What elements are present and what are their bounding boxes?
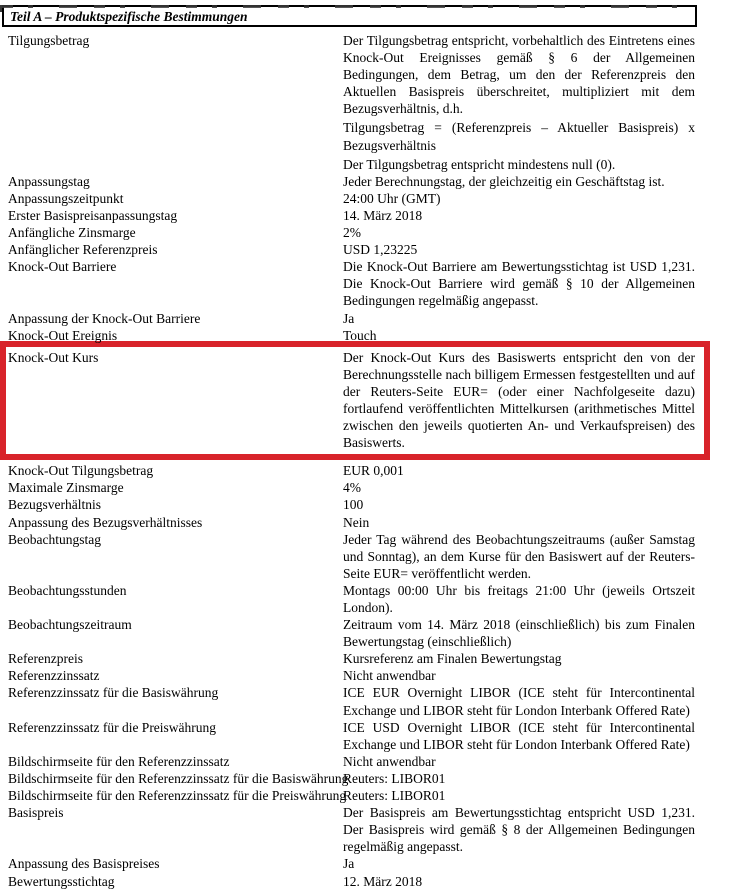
cropped-text-artifact-tick (0, 5, 2, 12)
row-value (343, 462, 695, 479)
row-value (343, 327, 695, 344)
value-paragraph: Touch (343, 327, 377, 343)
section-title: Teil A – Produktspezifische Bestimmungen (10, 9, 248, 24)
value-paragraph: Reuters: LIBOR01 (343, 788, 446, 804)
row-value (343, 207, 695, 224)
row-value (343, 258, 695, 309)
table-row (0, 173, 730, 190)
table-row (0, 32, 730, 173)
row-value (343, 310, 695, 327)
value-paragraph: Der Tilgungsbetrag entspricht mindestens null (0). (343, 156, 616, 172)
table-row (0, 479, 730, 496)
row-value (343, 667, 695, 684)
row-value (343, 719, 695, 753)
row-label: Beobachtungstag (8, 531, 101, 547)
row-value (343, 855, 695, 872)
value-paragraph: Nicht anwendbar (343, 668, 436, 684)
row-value (343, 349, 695, 452)
row-label: Maximale Zinsmarge (8, 480, 124, 496)
row-value (343, 582, 695, 616)
row-value (343, 684, 695, 718)
row-label: Knock-Out Kurs (8, 349, 99, 365)
table-row (0, 531, 730, 582)
row-label: Referenzzinssatz (8, 668, 100, 684)
table-row (0, 190, 730, 207)
row-label: Referenzpreis (8, 651, 83, 667)
table-row (0, 719, 730, 753)
row-value (343, 531, 695, 582)
table-row (0, 804, 730, 855)
row-label: Erster Basispreisanpassungstag (8, 207, 178, 223)
row-value (343, 190, 695, 207)
table-row (0, 496, 730, 513)
table-row (0, 258, 730, 309)
table-row (0, 753, 730, 770)
value-paragraph: Nein (343, 514, 370, 530)
table-row (0, 787, 730, 804)
table-row (0, 684, 730, 718)
row-label: Referenzzinssatz für die Basiswährung (8, 685, 219, 701)
table-row (0, 616, 730, 650)
table-row (0, 770, 730, 787)
row-value (343, 32, 695, 173)
value-paragraph: 14. März 2018 (343, 207, 423, 223)
row-label: Anfänglicher Referenzpreis (8, 242, 158, 258)
row-label: Knock-Out Tilgungsbetrag (8, 463, 154, 479)
row-label: Beobachtungsstunden (8, 582, 127, 598)
row-label: Anpassung der Knock-Out Barriere (8, 310, 201, 326)
table-row (0, 855, 730, 872)
row-value (343, 787, 695, 804)
table-body (0, 32, 730, 890)
row-label: Bildschirmseite für den Referenzzinssatz für die Preiswährung (8, 788, 347, 804)
table-row (0, 310, 730, 327)
row-value (343, 224, 695, 241)
value-paragraph: Ja (343, 856, 355, 872)
value-paragraph: Zeitraum vom 14. März 2018 (einschließlich) bis zum Finalen Bewertungstag (einschließlich) (343, 617, 695, 650)
value-paragraph: Nicht anwendbar (343, 753, 436, 769)
row-value (343, 650, 695, 667)
section-title-box (2, 5, 697, 27)
definitions-table (0, 32, 730, 890)
row-label: Anpassung des Basispreises (8, 856, 160, 872)
table-row (0, 650, 730, 667)
table-row (0, 667, 730, 684)
row-label: Anpassungstag (8, 173, 90, 189)
row-value (343, 514, 695, 531)
value-paragraph: Der Tilgungsbetrag entspricht, vorbehaltlich des Eintretens eines Knock-Out Ereignisses gemäß § 6 der Allgemeinen Bedingungen, dem Betrag, um den der Referenzpreis den Aktuellen Basispreis überschreitet, multipliziert mit dem Bezugsverhältnis, d.h. (343, 33, 695, 117)
value-paragraph: USD 1,23225 (343, 242, 418, 258)
value-paragraph: Die Knock-Out Barriere am Bewertungsstichtag ist USD 1,231. Die Knock-Out Barriere wird gemäß § 10 der Allgemeinen Bedingungen regelmäßig angepasst. (343, 259, 695, 309)
row-value (343, 173, 695, 190)
table-row (0, 224, 730, 241)
value-paragraph: Jeder Berechnungstag, der gleichzeitig ein Geschäftstag ist. (343, 173, 665, 189)
row-value (343, 770, 695, 787)
table-row-highlighted-annotation (0, 341, 710, 461)
value-paragraph: Der Basispreis am Bewertungsstichtag entspricht USD 1,231. Der Basispreis wird gemäß § 8 der Allgemeinen Bedingungen regelmäßig angepasst. (343, 805, 695, 855)
table-row (0, 514, 730, 531)
table-row (0, 241, 730, 258)
row-label: Knock-Out Ereignis (8, 327, 118, 343)
value-paragraph: Der Knock-Out Kurs des Basiswerts entspricht den von der Berechnungsstelle nach billigem Ermessen festgestellten und auf der Reuters-Seite EUR= (oder einer Nachfolgeseite dazu) fortlaufend veröffentlichten Mittelkursen (arithmetisches Mittel zwischen den jeweils quotierten An- und Verkaufspreisen) des Basiswerts. (343, 349, 695, 451)
row-label: Bildschirmseite für den Referenzzinssatz für die Basiswährung (8, 770, 349, 786)
value-paragraph: ICE EUR Overnight LIBOR (ICE steht für Intercontinental Exchange und LIBOR steht für London Interbank Offered Rate) (343, 685, 695, 718)
value-paragraph: 2% (343, 225, 361, 241)
value-paragraph: 24:00 Uhr (GMT) (343, 190, 441, 206)
table-row (0, 873, 730, 890)
row-value (343, 479, 695, 496)
row-value (343, 616, 695, 650)
row-label: Tilgungsbetrag (8, 33, 90, 48)
row-label: Bildschirmseite für den Referenzzinssatz (8, 753, 230, 769)
value-paragraph: Kursreferenz am Finalen Bewertungstag (343, 651, 562, 667)
value-paragraph: Ja (343, 310, 355, 326)
table-row (0, 462, 730, 479)
row-label: Anfängliche Zinsmarge (8, 225, 136, 241)
value-paragraph: 4% (343, 480, 361, 496)
row-value (343, 241, 695, 258)
row-label: Bewertungsstichtag (8, 873, 115, 889)
row-value (343, 753, 695, 770)
row-value (343, 804, 695, 855)
row-value (343, 873, 695, 890)
row-label: Anpassungszeitpunkt (8, 190, 124, 206)
value-paragraph: Tilgungsbetrag = (Referenzpreis – Aktueller Basispreis) x Bezugsverhältnis (343, 120, 695, 153)
row-value (343, 496, 695, 513)
value-paragraph: Montags 00:00 Uhr bis freitags 21:00 Uhr (jeweils Ortszeit London). (343, 582, 695, 615)
value-paragraph: EUR 0,001 (343, 463, 404, 479)
row-label: Beobachtungszeitraum (8, 617, 132, 633)
value-paragraph: ICE USD Overnight LIBOR (ICE steht für Intercontinental Exchange und LIBOR steht für London Interbank Offered Rate) (343, 719, 695, 752)
value-paragraph: 12. März 2018 (343, 873, 423, 889)
row-label: Basispreis (8, 805, 64, 821)
cropped-text-artifact (2, 5, 696, 8)
row-label: Knock-Out Barriere (8, 259, 117, 275)
value-paragraph: Jeder Tag während des Beobachtungszeitraums (außer Samstag und Sonntag), an dem Kurse für den Basiswert auf der Reuters-Seite EUR= veröffentlicht werden. (343, 531, 695, 581)
row-label: Anpassung des Bezugsverhältnisses (8, 514, 203, 530)
table-row (0, 327, 730, 344)
value-paragraph: 100 (343, 497, 364, 513)
row-label: Referenzzinssatz für die Preiswährung (8, 719, 217, 735)
row-label: Bezugsverhältnis (8, 497, 101, 513)
value-paragraph: Reuters: LIBOR01 (343, 770, 446, 786)
table-row (0, 582, 730, 616)
table-row (0, 207, 730, 224)
